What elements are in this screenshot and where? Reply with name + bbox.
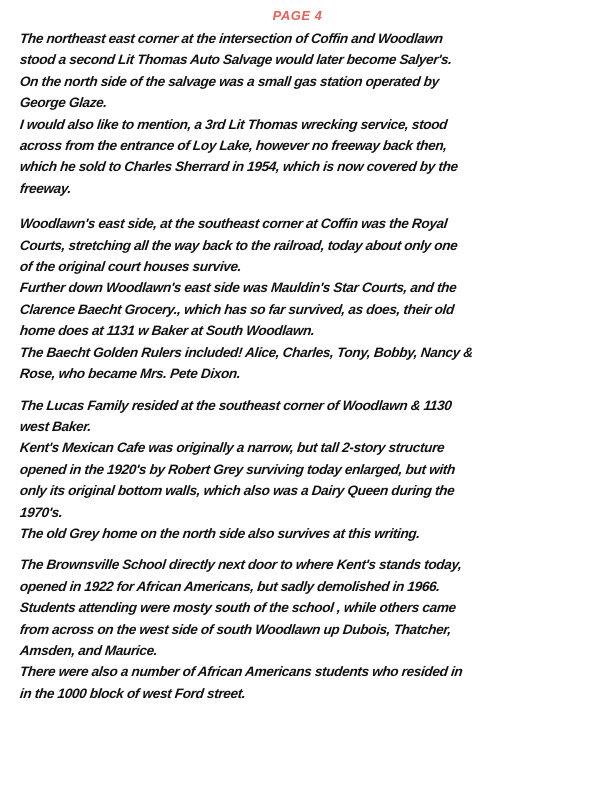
text-line: The Lucas Family resided at the southeast corner of Woodlawn & 1130	[19, 397, 453, 413]
text-line: home does at 1131 w Baker at South Woodlawn.	[19, 323, 316, 339]
text-line: The northeast east corner at the intersection of Coffin and Woodlawn	[19, 31, 444, 46]
paragraph-coffin-woodlawn	[20, 28, 575, 199]
text-line: only its original bottom walls, which also was a Dairy Queen during the	[19, 483, 456, 499]
paragraph-spacer	[20, 544, 575, 554]
text-line: opened in 1922 for African Americans, but sadly demolished in 1966.	[19, 578, 441, 594]
paragraph-woodlawn-east-side	[20, 213, 575, 384]
text-line: The Brownsville School directly next door to where Kent's stands today,	[19, 557, 463, 573]
text-line: Amsden, and Maurice.	[19, 642, 159, 658]
text-line: freeway.	[19, 180, 72, 196]
text-line: west Baker.	[19, 418, 92, 434]
text-line: across from the entrance of Loy Lake, however no freeway back then,	[19, 138, 448, 154]
text-line: 1970's.	[19, 504, 64, 520]
text-line: The old Grey home on the north side also survives at this writing.	[19, 525, 421, 541]
text-line: in the 1000 block of west Ford street.	[19, 685, 247, 701]
text-line: On the north side of the salvage was a small gas station operated by	[19, 73, 440, 89]
text-line: Further down Woodlawn's east side was Mauldin's Star Courts, and the	[19, 280, 458, 296]
page-title: PAGE 4	[272, 8, 323, 23]
text-line: of the original court houses survive.	[19, 259, 243, 275]
text-line: Clarence Baecht Grocery., which has so far survived, as does, their old	[19, 301, 455, 317]
text-line: opened in the 1920's by Robert Grey surviving today enlarged, but with	[19, 461, 456, 477]
paragraph-spacer	[20, 199, 575, 213]
text-line: which he sold to Charles Sherrard in 1954, which is now covered by the	[19, 159, 459, 175]
text-line: There were also a number of African Americans students who resided in	[19, 664, 464, 680]
text-line: Courts, stretching all the way back to the railroad, today about only one	[19, 237, 459, 253]
paragraph-spacer	[20, 385, 575, 395]
text-line: Students attending were mosty south of the school , while others came	[19, 600, 457, 616]
text-line: Kent's Mexican Cafe was originally a narrow, but tall 2-story structure	[19, 440, 446, 456]
text-line: stood a second Lit Thomas Auto Salvage would later become Salyer's.	[19, 52, 453, 68]
text-line: Rose, who became Mrs. Pete Dixon.	[19, 366, 242, 382]
paragraph-brownsville-school	[20, 554, 575, 704]
text-line: I would also like to mention, a 3rd Lit Thomas wrecking service, stood	[19, 116, 449, 132]
text-line: from across on the west side of south Woodlawn up Dubois, Thatcher,	[19, 621, 452, 637]
paragraph-lucas-family	[20, 395, 575, 545]
text-line: George Glaze.	[19, 95, 108, 111]
text-line: The Baecht Golden Rulers included! Alice, Charles, Tony, Bobby, Nancy &	[19, 344, 474, 360]
text-line: Woodlawn's east side, at the southeast corner at Coffin was the Royal	[19, 216, 449, 232]
